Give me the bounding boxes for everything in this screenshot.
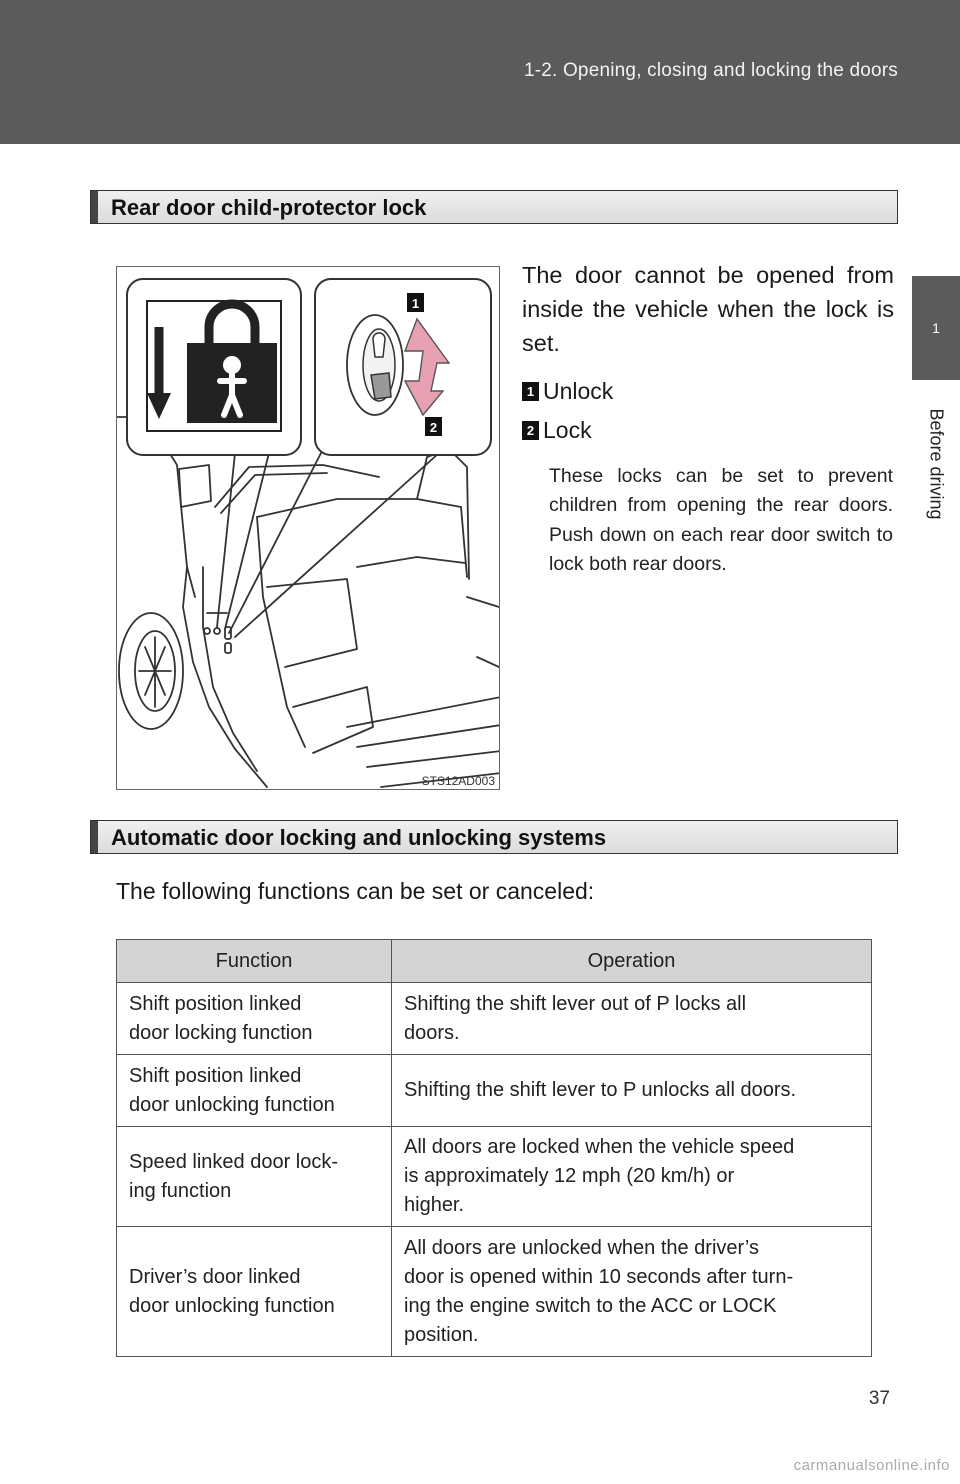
cell-line: door unlocking function (129, 1294, 335, 1317)
cell-line: door unlocking function (129, 1093, 335, 1116)
seat-line (357, 557, 465, 567)
callout-line (229, 453, 321, 633)
seat-edge (467, 597, 499, 667)
cell-line: Shifting the shift lever out of P locks all (404, 992, 747, 1015)
chapter-tab-label (912, 384, 960, 544)
door-pocket (293, 687, 373, 753)
door-latch (225, 643, 231, 653)
operation-cell (392, 1227, 872, 1357)
legend-item-unlock (522, 378, 613, 405)
table-header-row (117, 940, 872, 983)
child-lock-illustration (116, 266, 500, 790)
table-row (117, 1227, 872, 1357)
legend-badge: 2 (522, 421, 539, 440)
cell-line: ing the engine switch to the ACC or LOCK (404, 1294, 777, 1317)
door-edge (183, 567, 267, 787)
function-cell (117, 1127, 392, 1227)
legend-badge: 1 (522, 382, 539, 401)
chapter-tab[interactable] (912, 276, 960, 380)
legend-item-lock (522, 417, 592, 444)
cell-line: Speed linked door lock- (129, 1150, 339, 1173)
cell-line: Driver’s door linked (129, 1265, 301, 1288)
cell-line: door locking function (129, 1021, 313, 1044)
chapter-title: 1-2. Opening, closing and locking the doors (523, 60, 898, 81)
function-cell (117, 983, 392, 1055)
auto-locking-intro: The following functions can be set or canceled: (116, 878, 595, 904)
cell-line: ing function (129, 1179, 232, 1202)
section-heading-text: Rear door child-protector lock (111, 195, 427, 220)
door-armrest (267, 579, 357, 667)
table-row (117, 1127, 872, 1227)
chapter-tab-number: 1 (932, 320, 940, 336)
watermark: carmanualsonline.info (793, 1457, 950, 1474)
cell-line: Shift position linked (129, 992, 302, 1015)
cell-line: higher. (404, 1194, 465, 1216)
door-hole (204, 628, 210, 634)
chapter-tab-text: Before driving (926, 408, 947, 520)
table-row (117, 983, 872, 1055)
section-heading-auto-locking (90, 820, 898, 854)
operation-cell (392, 1127, 872, 1227)
table-row (117, 1055, 872, 1127)
cell-line: doors. (404, 1021, 460, 1044)
cell-line: Shifting the shift lever to P unlocks all doors. (404, 1079, 797, 1101)
child-lock-description: The door cannot be opened from inside the vehicle when the lock is set. (522, 262, 894, 356)
door-hole (214, 628, 220, 634)
function-cell (117, 1055, 392, 1127)
mirror (179, 465, 211, 507)
cell-line: All doors are locked when the vehicle speed (404, 1136, 795, 1158)
window-frame-inner (221, 473, 327, 513)
wheel-spokes (139, 637, 171, 707)
column-header-function: Function (117, 940, 392, 983)
operation-cell (392, 1055, 872, 1127)
child-lock-switch (225, 627, 231, 639)
legend-label: Lock (543, 417, 592, 443)
section-heading-text: Automatic door locking and unlocking systems (111, 825, 607, 850)
page-number: 37 (868, 1388, 890, 1409)
legend-label: Unlock (543, 378, 614, 404)
section-heading-child-lock (90, 190, 898, 224)
cell-line: position. (404, 1323, 479, 1346)
child-lock-note: These locks can be set to prevent children from opening the rear doors. Push down on each rear door switch to lock both rear doors. (549, 465, 893, 575)
rear-door-panel (257, 517, 305, 747)
column-header-operation: Operation (392, 940, 872, 983)
figure-code: STS12AD003 (421, 774, 495, 788)
function-cell (117, 1227, 392, 1357)
child-lock-switch-detail (347, 315, 403, 415)
operation-cell (392, 983, 872, 1055)
auto-lock-functions-table (116, 939, 872, 1357)
cell-line: Shift position linked (129, 1064, 302, 1087)
cell-line: is approximately 12 mph (20 km/h) or (404, 1165, 735, 1187)
page-header (0, 0, 960, 144)
callout-badge-2-text: 2 (429, 420, 438, 435)
cell-line: All doors are unlocked when the driver’s (404, 1236, 760, 1259)
callout-badge-1-text: 1 (411, 296, 420, 311)
cell-line: door is opened within 10 seconds after turn- (404, 1265, 794, 1288)
